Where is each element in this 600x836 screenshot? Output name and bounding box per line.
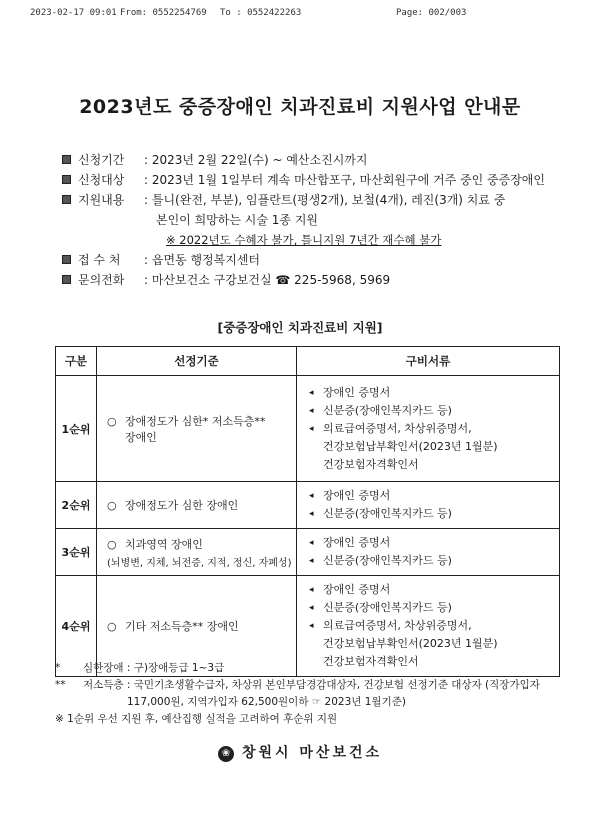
support-table xyxy=(55,346,560,677)
circle-bullet-icon: ○ xyxy=(107,414,117,428)
table-header-row xyxy=(56,347,560,376)
doc-item: ◂ 장애인 증명서 xyxy=(309,487,551,505)
info-row-phone xyxy=(62,270,552,290)
criteria-text-continued: (뇌병변, 지체, 뇌전증, 지적, 정신, 자폐성) xyxy=(107,557,292,569)
doc-item: ◂ 신분증(장애인복지카드 등) xyxy=(309,402,551,420)
office-label: 접 수 처 xyxy=(78,253,121,267)
doc-item: ◂ 의료급여증명서, 차상위증명서, xyxy=(309,420,551,438)
info-row-office xyxy=(62,250,552,270)
criteria-cell xyxy=(97,376,297,482)
doc-item-continued: 건강보험자격확인서 xyxy=(323,655,419,668)
doc-item: ◂ 신분증(장애인복지카드 등) xyxy=(309,599,551,617)
circle-bullet-icon: ○ xyxy=(107,537,117,551)
rank-cell: 3순위 xyxy=(56,529,97,576)
circle-bullet-icon: ○ xyxy=(107,499,117,512)
content-value: : 틀니(완전, 부분), 임플란트(평생2개), 보철(4개), 레진(3개) 치료 중 xyxy=(144,193,506,207)
docs-cell xyxy=(297,482,560,529)
info-row-period xyxy=(62,150,552,170)
criteria-text: 기타 저소득층** 장애인 xyxy=(125,620,239,633)
office-value: : 읍면동 행정복지센터 xyxy=(144,253,261,267)
info-row-content xyxy=(62,190,552,210)
fax-datetime: 2023-02-17 09:01 xyxy=(30,8,117,18)
rank-cell: 4순위 xyxy=(56,576,97,677)
square-bullet-icon xyxy=(62,275,71,284)
period-label: 신청기간 xyxy=(78,153,125,167)
content-note xyxy=(62,230,552,250)
footnote-1 xyxy=(55,660,565,677)
table-row xyxy=(56,376,560,482)
doc-item-continued: 건강보험납부확인서(2023년 1월분) xyxy=(323,439,498,453)
doc-item: ◂ 의료급여증명서, 차상위증명서, xyxy=(309,617,551,635)
table-row xyxy=(56,482,560,529)
square-bullet-icon xyxy=(62,195,71,204)
footnote-mark: * xyxy=(55,662,61,674)
doc-item-continued: 건강보험자격확인서 xyxy=(323,457,419,471)
footnote-text: 저소득층 : 국민기초생활수급자, 차상위 본인부담경감대상자, 건강보험 선정기준 대상자 (직장가입자 xyxy=(83,679,540,691)
content-label: 지원내용 xyxy=(78,193,125,207)
square-bullet-icon xyxy=(62,255,71,264)
rank-cell: 1순위 xyxy=(56,376,97,482)
fax-page: Page: 002/003 xyxy=(396,8,467,18)
square-bullet-icon xyxy=(62,155,71,164)
footnote-3: ※ 1순위 우선 지원 후, 예산집행 실적을 고려하여 후순위 지원 xyxy=(55,713,338,725)
footnote-mark: ** xyxy=(55,679,66,691)
criteria-cell xyxy=(97,529,297,576)
phone-label: 문의전화 xyxy=(78,273,125,287)
docs-cell xyxy=(297,529,560,576)
square-bullet-icon xyxy=(62,175,71,184)
content-note-text: ※ 2022년도 수혜자 불가, 틀니지원 7년간 재수혜 불가 xyxy=(166,233,442,247)
criteria-text: 장애정도가 심한 장애인 xyxy=(125,499,239,512)
footnotes xyxy=(55,660,565,728)
footnote-2 xyxy=(55,677,565,694)
target-value: : 2023년 1월 1일부터 계속 마산합포구, 마산회원구에 거주 중인 중증장애인 xyxy=(144,173,545,187)
doc-item: ◂ 신분증(장애인복지카드 등) xyxy=(309,552,551,570)
content-value-continued: 본인이 희망하는 시술 1종 지원 xyxy=(156,213,318,227)
footnote-text-continued: 117,000원, 지역가입자 62,500원이하 ☞ 2023년 1월기준) xyxy=(127,696,406,708)
fax-to: To : 0552422263 xyxy=(220,8,302,18)
table-row xyxy=(56,529,560,576)
criteria-text: 치과영역 장애인 xyxy=(125,537,203,551)
footnote-text: 심한장애 : 구)장애등급 1~3급 xyxy=(83,662,225,674)
criteria-text: 장애정도가 심한* 저소득층** xyxy=(125,414,266,428)
header-rank: 구분 xyxy=(56,347,97,376)
city-emblem-icon: ❀ xyxy=(218,746,234,762)
target-label: 신청대상 xyxy=(78,173,125,187)
doc-item-continued: 건강보험납부확인서(2023년 1월분) xyxy=(323,637,498,650)
criteria-text-continued: 장애인 xyxy=(125,430,157,444)
fax-from: From: 0552254769 xyxy=(120,8,207,18)
doc-item: ◂ 신분증(장애인복지카드 등) xyxy=(309,505,551,523)
doc-item: ◂ 장애인 증명서 xyxy=(309,384,551,402)
info-section xyxy=(62,150,552,290)
phone-value: : 마산보건소 구강보건실 ☎ 225-5968, 5969 xyxy=(144,273,391,287)
doc-item: ◂ 장애인 증명서 xyxy=(309,581,551,599)
info-row-target xyxy=(62,170,552,190)
organization-footer xyxy=(0,742,600,762)
header-docs: 구비서류 xyxy=(297,347,560,376)
table-caption: [중증장애인 치과진료비 지원] xyxy=(217,320,383,335)
header-criteria: 선정기준 xyxy=(97,347,297,376)
criteria-cell xyxy=(97,482,297,529)
period-value: : 2023년 2월 22일(수) ~ 예산소진시까지 xyxy=(144,153,368,167)
page-title: 2023년도 중증장애인 치과진료비 지원사업 안내문 xyxy=(79,96,521,118)
rank-cell: 2순위 xyxy=(56,482,97,529)
organization-name: 창원시 마산보건소 xyxy=(241,745,383,761)
docs-cell xyxy=(297,376,560,482)
doc-item: ◂ 장애인 증명서 xyxy=(309,534,551,552)
circle-bullet-icon: ○ xyxy=(107,620,117,633)
